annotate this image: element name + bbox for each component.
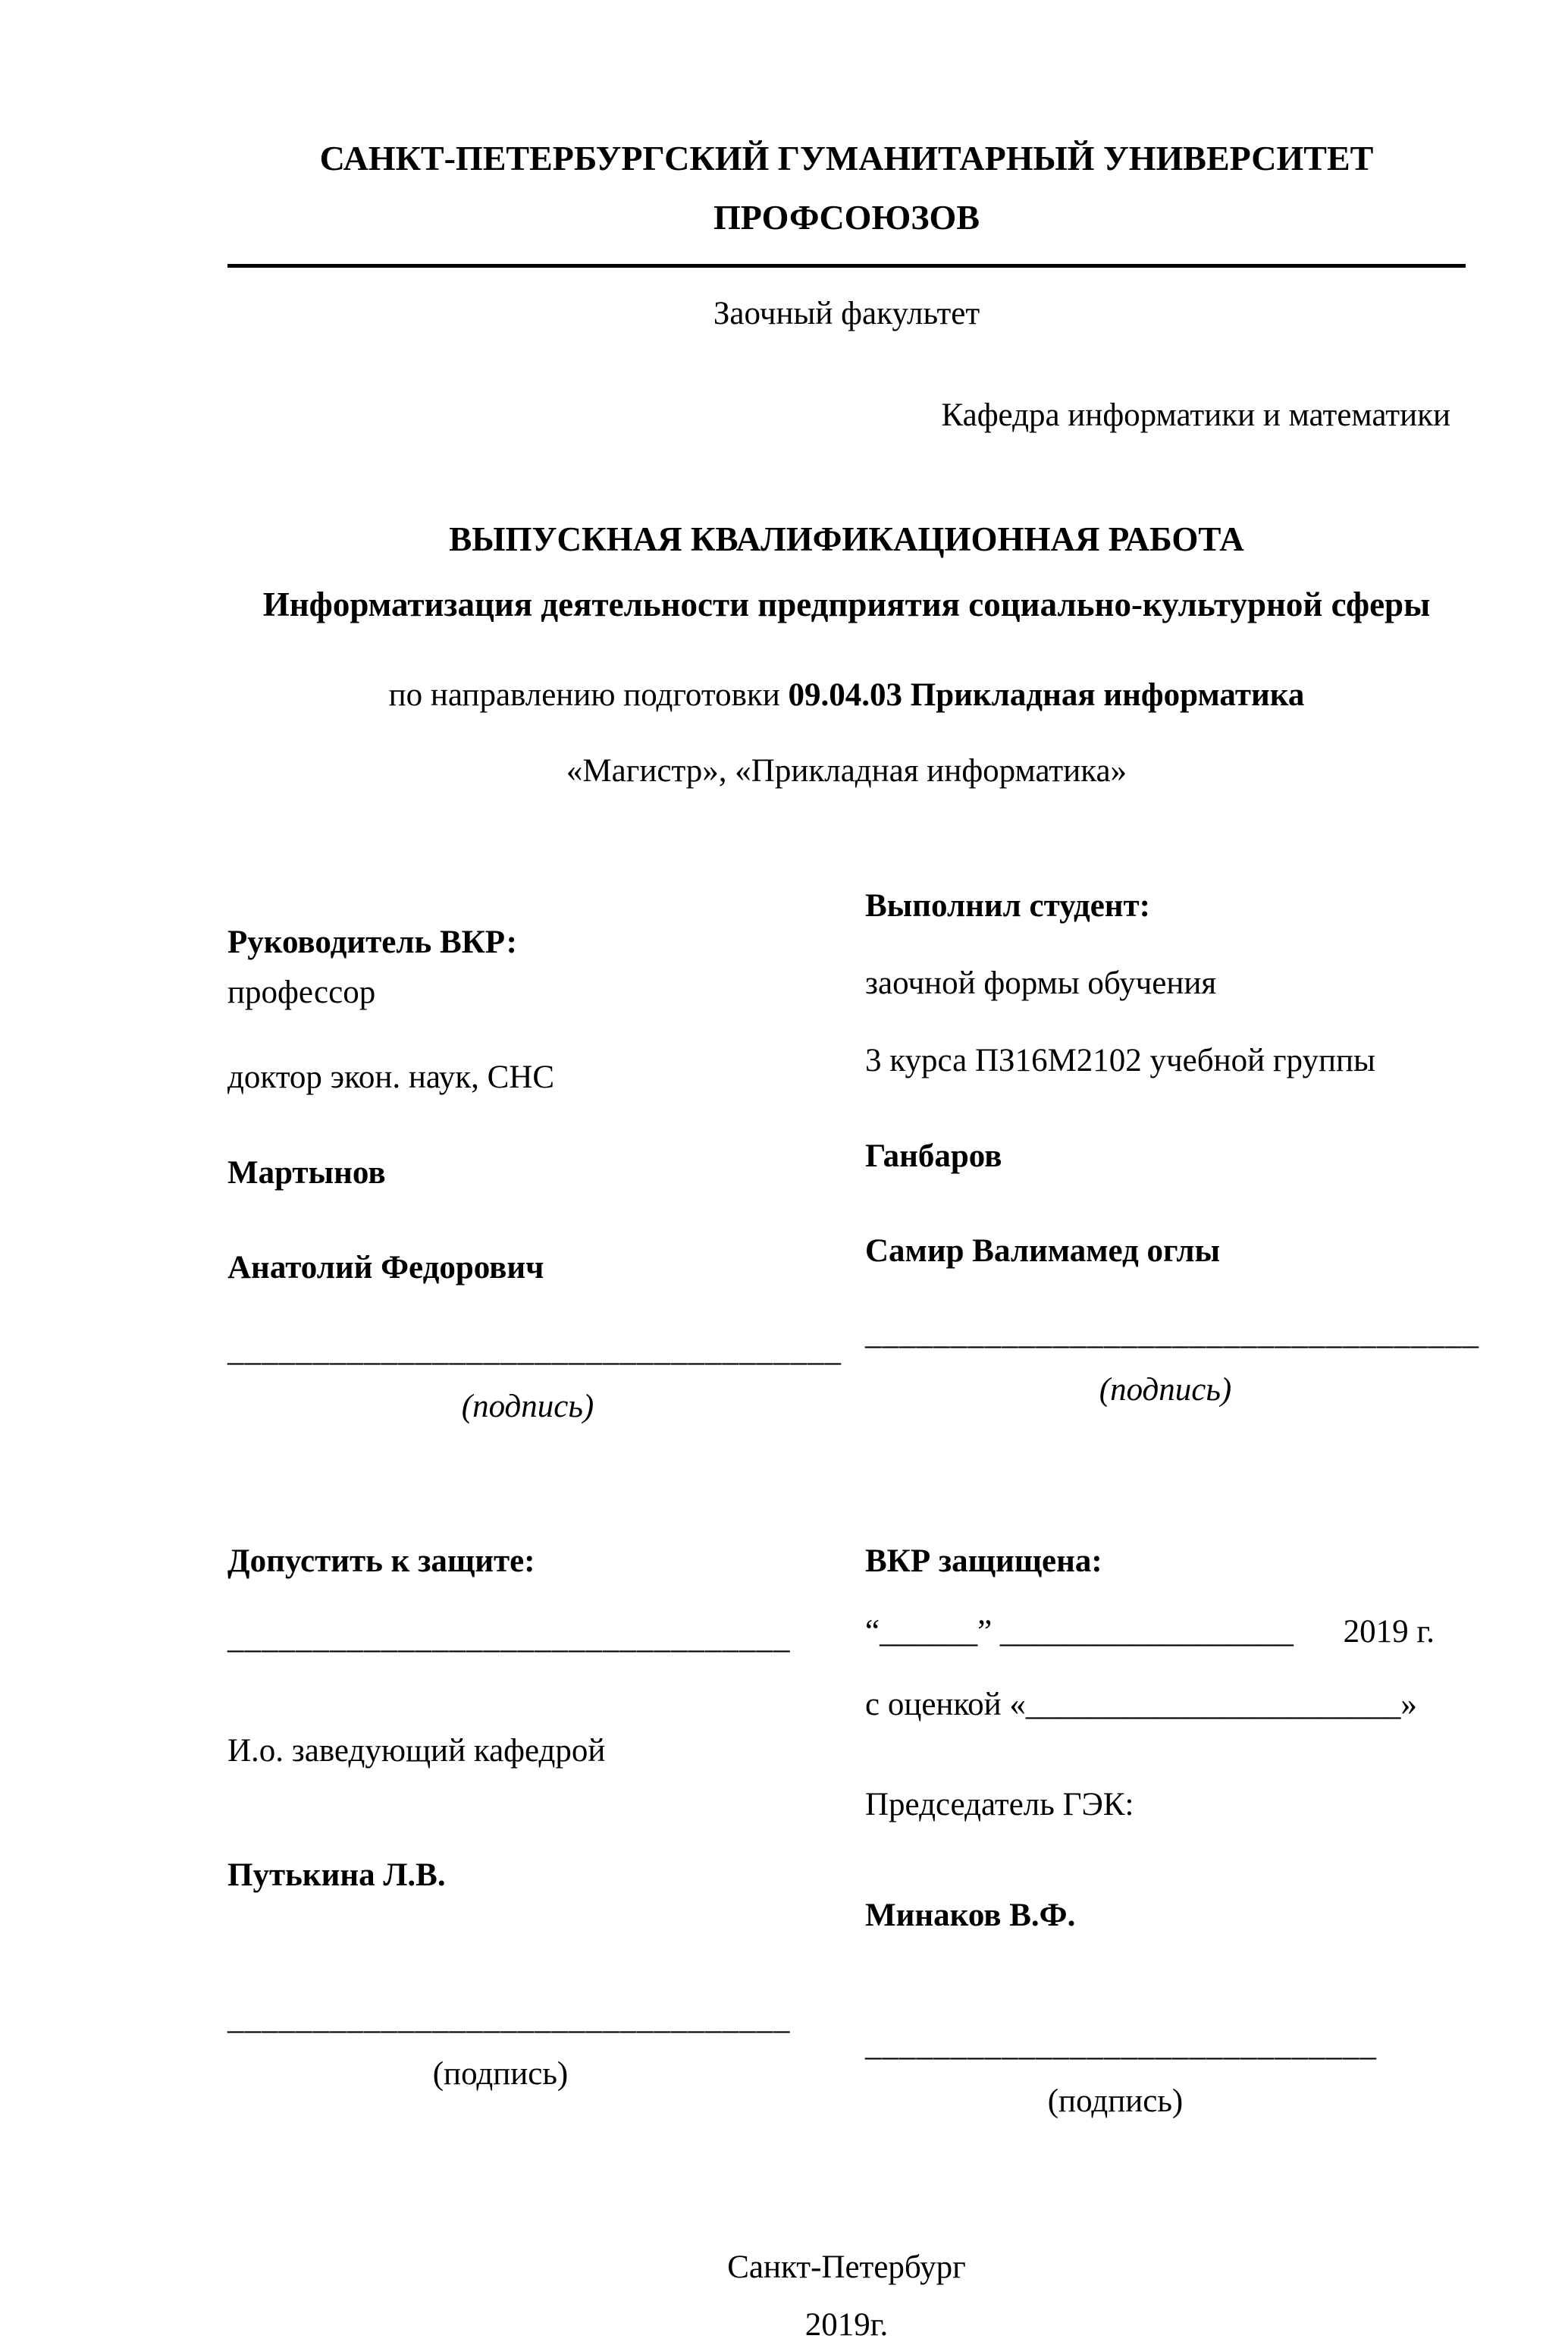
defense-grade-suffix: » xyxy=(1400,1687,1417,1723)
admission-heading: Допустить к защите: xyxy=(227,1543,535,1579)
supervisor-position: профессор xyxy=(227,975,376,1011)
defense-heading: ВКР защищена: xyxy=(865,1543,1102,1579)
admission-signature-line: _________________________________ xyxy=(227,2000,791,2036)
admission-signature-caption: (подпись) xyxy=(432,2056,569,2092)
defense-grade-blank: _______________________ xyxy=(1025,1687,1401,1723)
supervisor-name: Анатолий Федорович xyxy=(227,1250,544,1286)
department-name: Кафедра информатики и математики xyxy=(941,397,1450,434)
supervisor-signature-line: ____________________________________ xyxy=(227,1333,842,1369)
footer-city: Санкт-Петербург xyxy=(727,2249,966,2285)
supervisor-signature-caption: (подпись) xyxy=(461,1388,594,1424)
defense-grade-line xyxy=(865,1684,1466,1725)
admission-blank-line: _________________________________ xyxy=(227,1620,791,1656)
defense-column xyxy=(865,1541,1466,2122)
direction-code: 09.04.03 Прикладная информатика xyxy=(788,677,1305,713)
admission-role: И.о. заведующий кафедрой xyxy=(227,1733,606,1769)
direction-prefix: по направлению подготовки xyxy=(388,677,789,713)
student-signature-line: ____________________________________ xyxy=(865,1316,1479,1352)
admission-name: Путькина Л.В. xyxy=(227,1857,446,1893)
student-group: 3 курса ПЗ16М2102 учебной группы xyxy=(865,1042,1375,1078)
faculty-name: Заочный факультет xyxy=(713,296,980,332)
thesis-title: Информатизация деятельности предприятия социально-культурной сферы xyxy=(262,585,1431,624)
supervisor-heading: Руководитель ВКР: xyxy=(227,925,517,961)
defense-date-blank: __________________ xyxy=(999,1614,1294,1650)
defense-signature-line: ______________________________ xyxy=(865,2027,1377,2064)
qualification-line: «Магистр», «Прикладная информатика» xyxy=(566,752,1127,789)
defense-chairman-name: Минаков В.Ф. xyxy=(865,1897,1076,1933)
defense-date-quoted: “______” xyxy=(865,1614,993,1650)
university-name-line1: САНКТ-ПЕТЕРБУРГСКИЙ ГУМАНИТАРНЫЙ УНИВЕРСИТЕТ xyxy=(319,139,1374,177)
direction-line xyxy=(227,675,1466,716)
defense-signature-caption: (подпись) xyxy=(1047,2083,1184,2120)
student-study-form: заочной формы обучения xyxy=(865,965,1217,1002)
university-name xyxy=(227,129,1466,247)
student-name: Самир Валимамед оглы xyxy=(865,1233,1221,1270)
student-signature-caption: (подпись) xyxy=(1099,1371,1232,1408)
supervisor-surname: Мартынов xyxy=(227,1154,386,1191)
header-divider xyxy=(227,264,1466,268)
footer-year: 2019г. xyxy=(804,2306,889,2343)
defense-chairman-label: Председатель ГЭК: xyxy=(865,1786,1134,1822)
work-type-heading: ВЫПУСКНАЯ КВАЛИФИКАЦИОННАЯ РАБОТА xyxy=(449,520,1244,558)
admission-column xyxy=(227,1541,828,2122)
student-heading: Выполнил студент: xyxy=(865,888,1150,925)
signatures-block-bottom xyxy=(227,1541,1466,2122)
defense-grade-prefix: с оценкой « xyxy=(865,1687,1026,1723)
defense-date-line xyxy=(865,1612,1466,1653)
supervisor-column xyxy=(227,886,842,1427)
student-column xyxy=(865,886,1479,1427)
signatures-block-top xyxy=(227,886,1479,1427)
student-surname: Ганбаров xyxy=(865,1138,1002,1174)
university-name-line2: ПРОФСОЮЗОВ xyxy=(713,198,980,237)
defense-date-year: 2019 г. xyxy=(1343,1614,1435,1650)
supervisor-degree: доктор экон. наук, СНС xyxy=(227,1059,555,1095)
